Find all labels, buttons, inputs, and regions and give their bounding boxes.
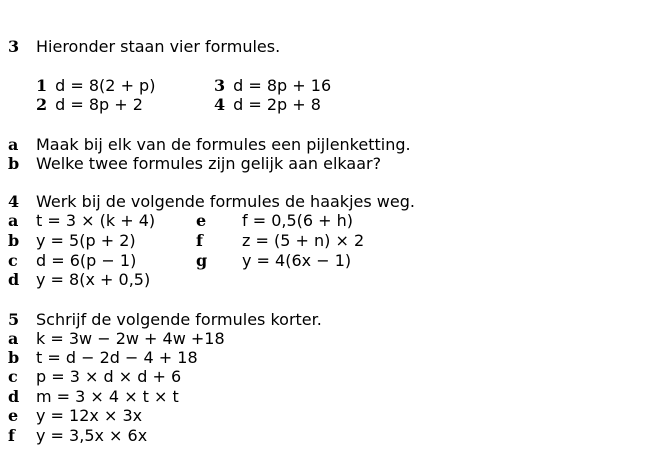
q4-item-c-letter: c <box>8 251 18 270</box>
q3-part-a-letter: a <box>8 135 19 154</box>
q5-item-a-text: k = 3w − 2w + 4w +18 <box>36 329 225 348</box>
q4-item-f-letter: f <box>196 231 203 250</box>
q4-item-b-text: y = 5(p + 2) <box>36 231 136 250</box>
q5-number: 5 <box>8 310 20 329</box>
q3-formula-1-text: d = 8(2 + p) <box>55 76 156 95</box>
q3-formula-1 <box>36 76 155 95</box>
q5-intro: Schrijf de volgende formules korter. <box>36 310 322 329</box>
q4-item-d-text: y = 8(x + 0,5) <box>36 270 151 289</box>
q3-formula-4-text: d = 2p + 8 <box>233 95 321 114</box>
q5-item-f-letter: f <box>8 426 15 445</box>
q3-formula-2-number: 2 <box>36 95 48 114</box>
q5-item-c-text: p = 3 × d × d + 6 <box>36 367 182 386</box>
q5-item-e-letter: e <box>8 406 19 425</box>
q4-number: 4 <box>8 192 20 211</box>
q3-number: 3 <box>8 37 20 56</box>
q4-item-g-text: y = 4(6x − 1) <box>242 251 352 270</box>
q4-item-c-text: d = 6(p − 1) <box>36 251 137 270</box>
q3-part-b-letter: b <box>8 154 20 173</box>
q5-item-d-letter: d <box>8 387 20 406</box>
q3-formula-2-text: d = 8p + 2 <box>55 95 143 114</box>
q3-part-a-text: Maak bij elk van de formules een pijlenketting. <box>36 135 411 154</box>
q4-item-b-letter: b <box>8 231 20 250</box>
q3-formula-3 <box>214 76 331 95</box>
q5-item-e-text: y = 12x × 3x <box>36 406 143 425</box>
q4-item-f-text: z = (5 + n) × 2 <box>242 231 365 250</box>
q3-formula-2 <box>36 95 143 114</box>
q5-item-f-text: y = 3,5x × 6x <box>36 426 148 445</box>
q3-formula-4 <box>214 95 321 114</box>
q3-formula-4-number: 4 <box>214 95 226 114</box>
q4-intro: Werk bij de volgende formules de haakjes weg. <box>36 192 415 211</box>
q4-item-e-letter: e <box>196 211 207 230</box>
q3-formula-1-number: 1 <box>36 76 48 95</box>
q5-item-b-text: t = d − 2d − 4 + 18 <box>36 348 198 367</box>
q3-part-b-text: Welke twee formules zijn gelijk aan elkaar? <box>36 154 382 173</box>
q4-item-a-letter: a <box>8 211 19 230</box>
q4-item-a-text: t = 3 × (k + 4) <box>36 211 156 230</box>
q4-item-g-letter: g <box>196 251 208 270</box>
q4-item-e-text: f = 0,5(6 + h) <box>242 211 354 230</box>
q3-formula-3-text: d = 8p + 16 <box>233 76 332 95</box>
q5-item-b-letter: b <box>8 348 20 367</box>
q4-item-d-letter: d <box>8 270 20 289</box>
q5-item-d-text: m = 3 × 4 × t × t <box>36 387 179 406</box>
q3-formula-3-number: 3 <box>214 76 226 95</box>
q5-item-c-letter: c <box>8 367 18 386</box>
q5-item-a-letter: a <box>8 329 19 348</box>
q3-intro: Hieronder staan vier formules. <box>36 37 281 56</box>
